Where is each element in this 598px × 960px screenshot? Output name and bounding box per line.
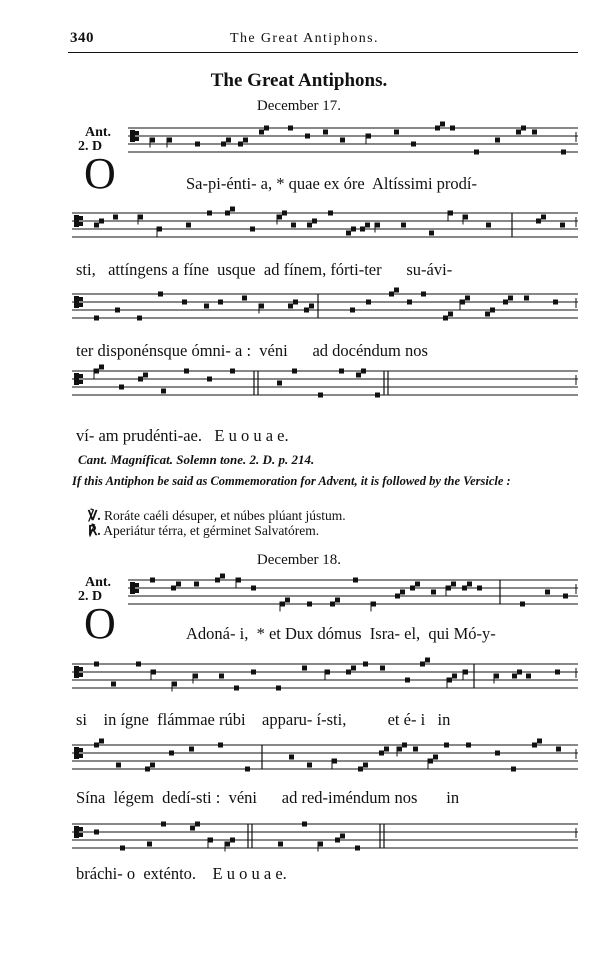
versicle-symbol: ℣. — [88, 508, 101, 523]
antiphon1-lyric-line-4: ví- am prudénti-ae. E u o u a e. — [76, 426, 289, 445]
antiphon1-label-ant: Ant. — [85, 125, 112, 140]
versicle-text: Roráte caéli désuper, et núbes plúant jústum. — [104, 508, 346, 523]
antiphon1-lyric-line-3: ter disponénsque ómni- a : véni ad docéndum nos — [76, 341, 428, 360]
antiphon1-date: December 17. — [256, 98, 342, 114]
antiphon1-label-mode: 2. D — [78, 139, 103, 154]
antiphon2-lyric-line-3: Sína légem dedí-sti : véni ad red-iméndum nos in — [76, 788, 460, 807]
page-title: The Great Antiphons. — [210, 70, 388, 91]
antiphon2-lyric-line-2: si in ígne flámmae rúbi apparu- í-sti, et é- i in — [76, 710, 451, 729]
commemoration-note: If this Antiphon be said as Commemoration for Advent, it is followed by the Versicle : — [72, 474, 511, 488]
antiphon1-lyric-line-2: sti, attíngens a fíne usque ad fínem, fórti-ter su-ávi- — [76, 260, 453, 279]
antiphon1-initial: O — [84, 149, 116, 198]
antiphon2-lyric-line-1: Adoná- i, * et Dux dómus Isra- el, qui Mó-y- — [186, 624, 496, 643]
antiphon2-date: December 18. — [256, 552, 342, 568]
antiphon2-label-ant: Ant. — [85, 575, 112, 590]
response-symbol: ℟. — [88, 523, 101, 538]
cantus-line: Cant. Magníficat. Solemn tone. 2. D. p. 214. — [78, 452, 315, 467]
page-number: 340 — [70, 30, 94, 46]
antiphon2-label-mode: 2. D — [78, 589, 103, 604]
running-title: The Great Antiphons. — [230, 31, 379, 46]
response-text: Aperiátur térra, et gérminet Salvatórem. — [103, 523, 320, 538]
antiphon1-lyric-line-1: Sa-pi-énti- a, * quae ex óre Altíssimi prodí- — [186, 174, 477, 193]
antiphon2-initial: O — [84, 599, 116, 648]
antiphon2-lyric-line-4: bráchi- o exténto. E u o u a e. — [76, 864, 287, 883]
